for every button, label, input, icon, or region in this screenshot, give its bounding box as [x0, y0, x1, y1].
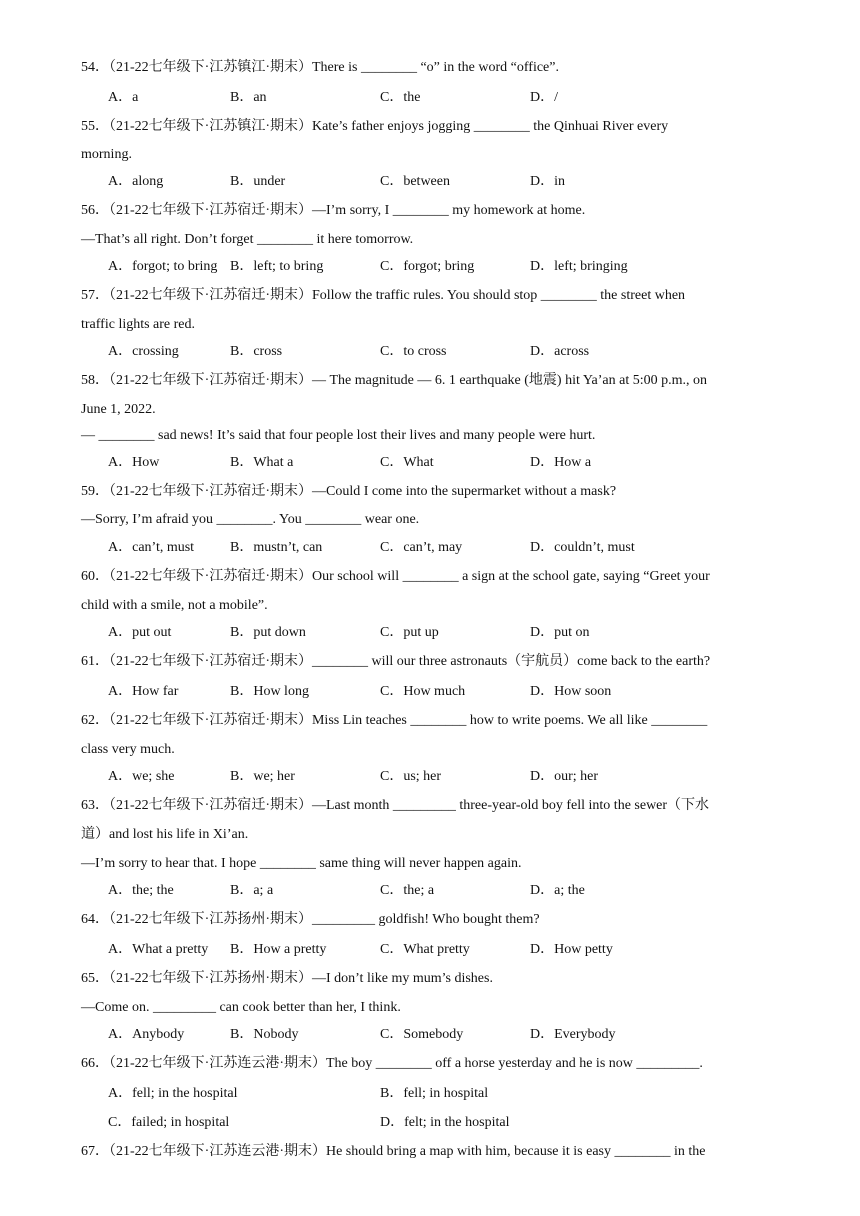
question-stem-continued: —Come on. _________ can cook better than her, I think.: [81, 1000, 401, 1015]
option-c: C．us; her: [380, 769, 442, 784]
option-a: A．we; she: [108, 769, 175, 784]
option-d: D．How petty: [530, 942, 613, 957]
question-stem-continued: morning.: [81, 147, 132, 162]
option-b: B．How long: [230, 684, 309, 699]
options-row: [0, 623, 860, 643]
option-b: B．How a pretty: [230, 942, 327, 957]
options-row: [0, 881, 860, 901]
question-stem-continued: traffic lights are red.: [81, 317, 196, 332]
option-b: B．we; her: [230, 769, 295, 784]
option-c: C．the; a: [380, 883, 435, 898]
options-row: [0, 538, 860, 558]
option-a: A．fell; in the hospital: [108, 1086, 238, 1101]
option-c: C．can’t, may: [380, 540, 463, 555]
option-c: C．What: [380, 455, 434, 470]
option-a: A．How: [108, 455, 160, 470]
option-d: D．How a: [530, 455, 592, 470]
question-stem-continued: 道）and lost his life in Xi’an.: [81, 827, 249, 842]
question-stem-continued: June 1, 2022.: [81, 402, 156, 417]
options-row: [0, 342, 860, 362]
question-stem-continued: class very much.: [81, 742, 175, 757]
question-stem: 54．（21-22七年级下·江苏镇江·期末）There is ________ “o” in the word “office”.: [81, 60, 559, 75]
options-row: [0, 940, 860, 960]
question-stem: 61．（21-22七年级下·江苏宿迁·期末）________ will our three astronauts（宇航员）come back to the earth?: [81, 654, 711, 669]
option-d: D．in: [530, 174, 565, 189]
option-d: D．across: [530, 344, 590, 359]
option-a: A．can’t, must: [108, 540, 195, 555]
option-b: B．a; a: [230, 883, 274, 898]
question-stem: 63．（21-22七年级下·江苏宿迁·期末）—Last month _________ three-year-old boy fell into the sewer（下水: [81, 798, 710, 813]
question-stem: 55．（21-22七年级下·江苏镇江·期末）Kate’s father enjoys jogging ________ the Qinhuai River every: [81, 119, 669, 134]
option-d: D．/: [530, 90, 558, 105]
option-b: B．cross: [230, 344, 283, 359]
option-c: C．Somebody: [380, 1027, 464, 1042]
option-c: C．How much: [380, 684, 466, 699]
question-stem: 67．（21-22七年级下·江苏连云港·期末）He should bring a map with him, because it is easy ________ in the: [81, 1144, 706, 1159]
option-d: D．our; her: [530, 769, 599, 784]
question-stem-continued: —I’m sorry to hear that. I hope ________ same thing will never happen again.: [81, 856, 522, 871]
question-stem: 66．（21-22七年级下·江苏连云港·期末）The boy ________ off a horse yesterday and he is now _________.: [81, 1056, 703, 1071]
question-stem: 56．（21-22七年级下·江苏宿迁·期末）—I’m sorry, I ________ my homework at home.: [81, 203, 586, 218]
option-b: B．left; to bring: [230, 259, 324, 274]
option-d: D．put on: [530, 625, 590, 640]
question-stem-continued: child with a smile, not a mobile”.: [81, 598, 268, 613]
options-row: [0, 1113, 860, 1133]
option-b: B．mustn’t, can: [230, 540, 323, 555]
option-c: C．What pretty: [380, 942, 470, 957]
question-stem: 59．（21-22七年级下·江苏宿迁·期末）—Could I come into the supermarket without a mask?: [81, 484, 617, 499]
option-d: D．a; the: [530, 883, 585, 898]
question-stem: 64．（21-22七年级下·江苏扬州·期末）_________ goldfish! Who bought them?: [81, 912, 540, 927]
question-stem: 57．（21-22七年级下·江苏宿迁·期末）Follow the traffic rules. You should stop ________ the street when: [81, 288, 686, 303]
options-row: [0, 767, 860, 787]
option-d: D．Everybody: [530, 1027, 616, 1042]
options-row: [0, 1025, 860, 1045]
question-stem: 60．（21-22七年级下·江苏宿迁·期末）Our school will ________ a sign at the school gate, saying “Greet your: [81, 569, 710, 584]
options-row: [0, 172, 860, 192]
option-c: C．between: [380, 174, 450, 189]
option-c: C．failed; in hospital: [108, 1115, 230, 1130]
question-stem: 65．（21-22七年级下·江苏扬州·期末）—I don’t like my mum’s dishes.: [81, 971, 493, 986]
question-stem-continued: —That’s all right. Don’t forget ________ it here tomorrow.: [81, 232, 414, 247]
option-b: B．an: [230, 90, 267, 105]
options-row: [0, 453, 860, 473]
option-a: A．a: [108, 90, 139, 105]
options-row: [0, 682, 860, 702]
option-b: B．put down: [230, 625, 306, 640]
option-b: B．fell; in hospital: [380, 1086, 489, 1101]
option-a: A．put out: [108, 625, 172, 640]
option-a: A．What a pretty: [108, 942, 209, 957]
option-b: B．Nobody: [230, 1027, 299, 1042]
option-a: A．Anybody: [108, 1027, 185, 1042]
option-a: A．forgot; to bring: [108, 259, 218, 274]
option-d: D．How soon: [530, 684, 612, 699]
option-a: A．crossing: [108, 344, 179, 359]
option-a: A．along: [108, 174, 164, 189]
options-row: [0, 1084, 860, 1104]
option-c: C．put up: [380, 625, 439, 640]
question-stem: 62．（21-22七年级下·江苏宿迁·期末）Miss Lin teaches ________ how to write poems. We all like ________: [81, 713, 708, 728]
option-d: D．felt; in the hospital: [380, 1115, 510, 1130]
question-stem: 58．（21-22七年级下·江苏宿迁·期末）— The magnitude — 6. 1 earthquake (地震) hit Ya’an at 5:00 p.m., on: [81, 373, 708, 388]
question-stem-continued: —Sorry, I’m afraid you ________. You ________ wear one.: [81, 512, 420, 527]
question-stem-continued: — ________ sad news! It’s said that four people lost their lives and many people were hurt.: [81, 428, 596, 443]
option-c: C．the: [380, 90, 421, 105]
option-c: C．to cross: [380, 344, 447, 359]
option-b: B．under: [230, 174, 286, 189]
option-a: A．the; the: [108, 883, 174, 898]
option-d: D．left; bringing: [530, 259, 628, 274]
options-row: [0, 257, 860, 277]
options-row: [0, 88, 860, 108]
option-c: C．forgot; bring: [380, 259, 475, 274]
option-a: A．How far: [108, 684, 179, 699]
option-d: D．couldn’t, must: [530, 540, 635, 555]
option-b: B．What a: [230, 455, 294, 470]
